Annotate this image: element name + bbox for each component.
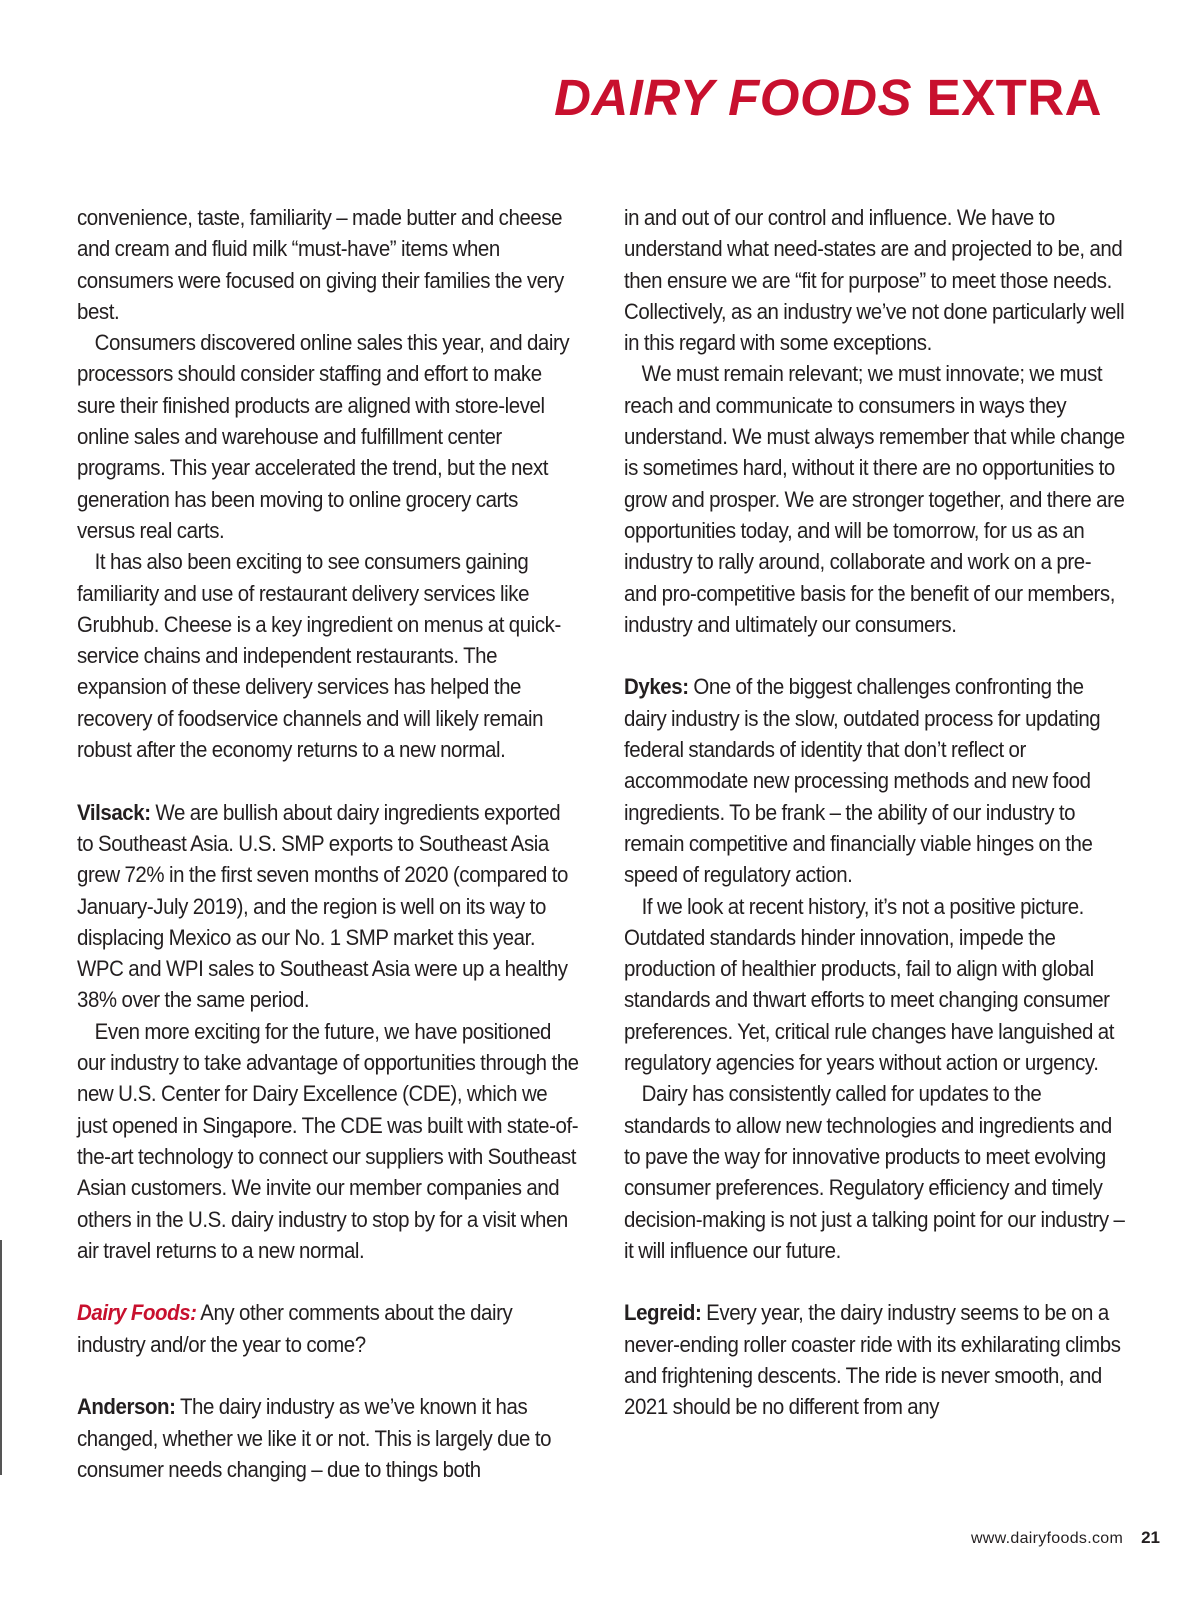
answer-text: The dairy industry as we’ve known it has changed, whether we like it or not. This is largely due to consumer needs changing – due to things both bbox=[77, 1394, 552, 1482]
answer-anderson bbox=[77, 1391, 579, 1485]
section-masthead bbox=[554, 69, 1102, 126]
page-edge-line bbox=[0, 1240, 2, 1475]
question-text: Any other comments about the dairy industry and/or the year to come? bbox=[77, 1300, 513, 1357]
footer-url[interactable]: www.dairyfoods.com bbox=[970, 1530, 1124, 1547]
answer-text: One of the biggest challenges confronting the dairy industry is the slow, outdated process for updating federal standards of identity that don’t reflect or accommodate new processing methods and new food ingredients. To be frank – the ability of our industry to remain competitive and financially viable hinges on the speed of regulatory action. bbox=[624, 674, 1101, 888]
paragraph: If we look at recent history, it’s not a positive picture. Outdated standards hinder innovation, impede the production of healthier products, fail to align with global standards and thwart efforts to meet changing consumer preferences. Yet, critical rule changes have languished at regulatory agencies for years without action or urgency. bbox=[624, 893, 1114, 1076]
paragraph: Dairy has consistently called for updates to the standards to allow new technologies and ingredients and to pave the way for innovative products to meet evolving consumer preferences. Regulatory efficiency and timely decision-making is not just a talking point for our industry – it will influence our future. bbox=[624, 1081, 1125, 1263]
answer-vilsack bbox=[77, 797, 579, 1016]
interview-question bbox=[77, 1297, 579, 1360]
article-column-right bbox=[624, 202, 1126, 1423]
masthead-title-italic: DAIRY FOODS bbox=[554, 69, 912, 126]
paragraph: convenience, taste, familiarity – made butter and cheese and cream and fluid milk “must-have” items when consumers were focused on giving their families the very best. bbox=[77, 205, 564, 324]
paragraph: We must remain relevant; we must innovate; we must reach and communicate to consumers in ways they understand. We must always remember that while change is sometimes hard, without it there are no opportunities to grow and prosper. We are stronger together, and there are opportunities today, and will be tomorrow, for us as an industry to rally around, collaborate and work on a pre- and pro-competitive basis for the benefit of our members, industry and ultimately our consumers. bbox=[624, 361, 1125, 637]
paragraph: Consumers discovered online sales this year, and dairy processors should consider staffing and effort to make sure their finished products are aligned with store-level online sales and warehouse and fulfillment center programs. This year accelerated the trend, but the next generation has been moving to online grocery carts versus real carts. bbox=[77, 330, 570, 543]
question-speaker: Dairy Foods: bbox=[77, 1300, 197, 1326]
answer-legreid bbox=[624, 1297, 1126, 1422]
masthead-title-rest: EXTRA bbox=[911, 69, 1102, 126]
speaker-name: Legreid: bbox=[624, 1300, 702, 1326]
paragraph: in and out of our control and influence. We have to understand what need-states are and projected to be, and then ensure we are “fit for purpose” to meet those needs. Collectively, as an industry we’ve not done particularly well in this regard with some exceptions. bbox=[624, 205, 1125, 356]
paragraph: Even more exciting for the future, we have positioned our industry to take advantage of opportunities through the new U.S. Center for Dairy Excellence (CDE), which we just opened in Singapore. The CDE was built with state-of-the-art technology to connect our suppliers with Southeast Asian customers. We invite our member companies and others in the U.S. dairy industry to stop by for a visit when air travel returns to a new normal. bbox=[77, 1018, 579, 1263]
paragraph: It has also been exciting to see consumers gaining familiarity and use of restaurant delivery services like Grubhub. Cheese is a key ingredient on menus at quick-service chains and independent restaurants. The expansion of these delivery services has helped the recovery of foodservice channels and will likely remain robust after the economy returns to a new normal. bbox=[77, 549, 561, 763]
answer-text: Every year, the dairy industry seems to be on a never-ending roller coaster ride with its exhilarating climbs and frightening descents. The ride is never smooth, and 2021 should be no different from any bbox=[624, 1300, 1121, 1420]
answer-dykes bbox=[624, 671, 1126, 890]
page-footer bbox=[971, 1528, 1160, 1548]
article-column-left bbox=[77, 202, 579, 1485]
answer-text: We are bullish about dairy ingredients exported to Southeast Asia. U.S. SMP exports to Southeast Asia grew 72% in the first seven months of 2020 (compared to January-July 2019), and the region is well on its way to displacing Mexico as our No. 1 SMP market this year. WPC and WPI sales to Southeast Asia were up a healthy 38% over the same period. bbox=[77, 799, 568, 1013]
speaker-name: Vilsack: bbox=[77, 799, 151, 825]
speaker-name: Dykes: bbox=[624, 674, 689, 700]
page-number: 21 bbox=[1141, 1528, 1160, 1547]
speaker-name: Anderson: bbox=[77, 1394, 176, 1420]
